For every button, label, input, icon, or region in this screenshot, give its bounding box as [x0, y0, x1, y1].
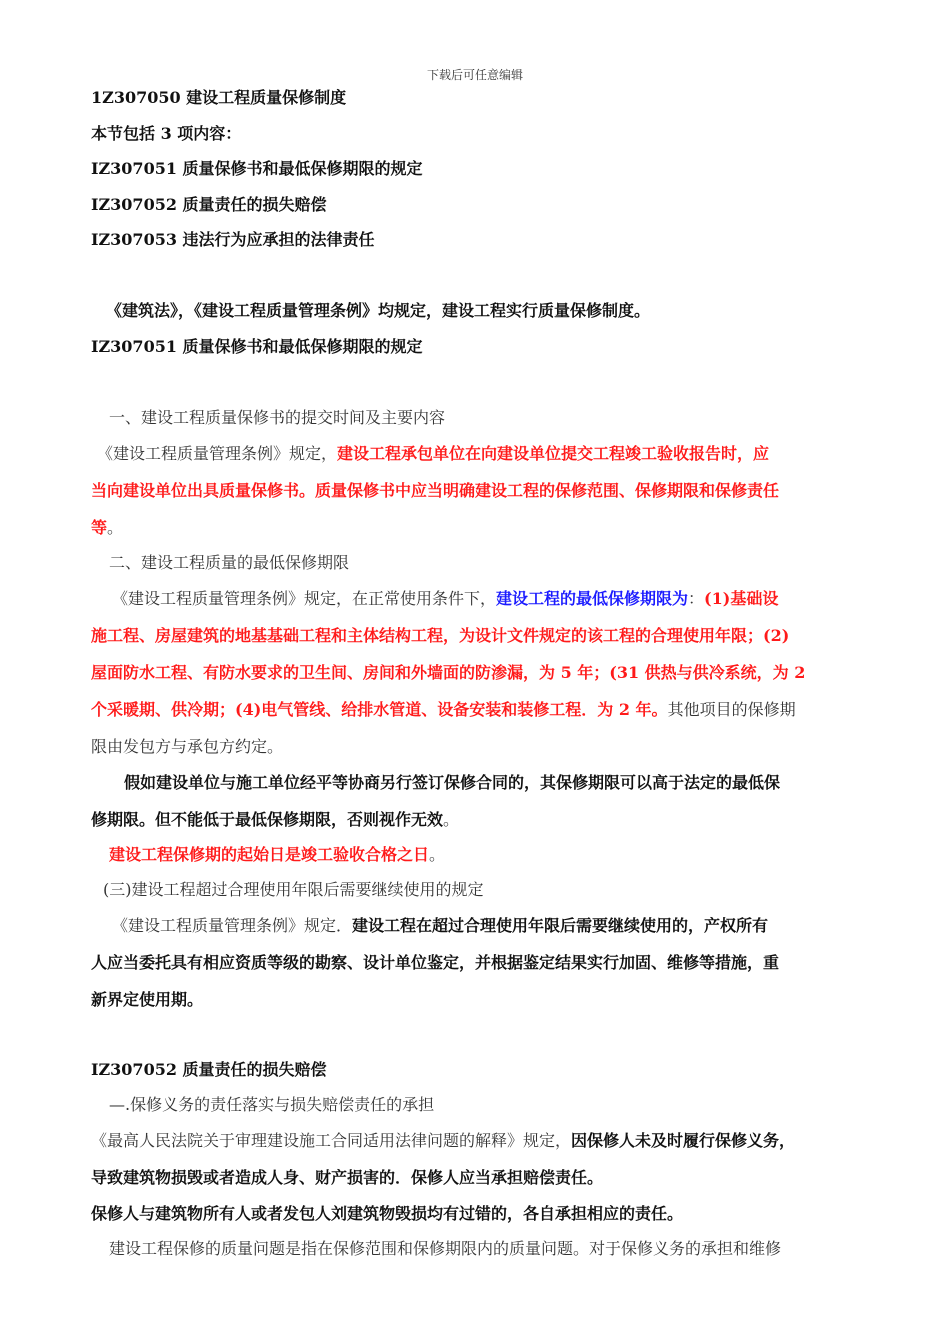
- highlight-red: 建设工程承包单位在向建设单位提交工程竣工验收报告时，应: [337, 444, 770, 463]
- paragraph-line: [91, 518, 123, 538]
- highlight-red: 等: [91, 518, 108, 537]
- text-span: 《建设工程质量管理条例》规定，: [97, 444, 338, 463]
- paragraph-line: [109, 845, 445, 865]
- paragraph-line: [91, 810, 459, 830]
- section-title: 1Z307050 建设工程质量保修制度: [91, 88, 347, 107]
- highlight-blue: 建设工程的最低保修期限为: [496, 589, 689, 608]
- paragraph-line: 限由发包方与承包方约定。: [91, 737, 284, 756]
- text-span: 。: [443, 810, 460, 829]
- text-span: 其他项目的保修期: [667, 700, 796, 719]
- paragraph-line: 新界定使用期。: [91, 990, 204, 1009]
- highlight-red: 建设工程保修期的起始日是竣工验收合格之日: [109, 845, 430, 864]
- text-span: 。: [429, 845, 446, 864]
- paragraph-line: 导致建筑物损毁或者造成人身、财产损害的．保修人应当承担赔偿责任。: [91, 1168, 604, 1187]
- heading-part-3: (三)建设工程超过合理使用年限后需要继续使用的规定: [103, 880, 484, 899]
- paragraph-line: 当向建设单位出具质量保修书。质量保修书中应当明确建设工程的保修范围、保修期限和保修责任: [91, 481, 780, 500]
- heading-part-1: 一、建设工程质量保修书的提交时间及主要内容: [109, 408, 446, 427]
- page-header: 下载后可任意编辑: [426, 68, 523, 82]
- text-bold: 因保修人未及时履行保修义务，: [571, 1131, 796, 1150]
- subsection-title-1: IZ307051 质量保修书和最低保修期限的规定: [91, 337, 423, 356]
- text-bold: 修期限。但不能低于最低保修期限，否则视作无效: [91, 810, 444, 829]
- toc-item-1: IZ307051 质量保修书和最低保修期限的规定: [91, 159, 423, 178]
- paragraph-line: 保修人与建筑物所有人或者发包人刘建筑物毁损均有过错的，各自承担相应的责任。: [91, 1204, 684, 1223]
- paragraph-line: [91, 700, 796, 720]
- text-span: 《建设工程质量管理条例》规定．: [112, 916, 353, 935]
- toc-item-2: IZ307052 质量责任的损失赔偿: [91, 195, 327, 214]
- toc-item-3: IZ307053 违法行为应承担的法律责任: [91, 230, 375, 249]
- paragraph-line: 施工程、房屋建筑的地基基础工程和主体结构工程，为设计文件规定的该工程的合理使用年限；(2): [91, 626, 790, 645]
- paragraph-line: 屋面防水工程、有防水要求的卫生间、房间和外墙面的防渗漏，为 5 年；(31 供热与供冷系统，为 2: [91, 663, 806, 682]
- text-span: 《建设工程质量管理条例》规定，在正常使用条件下，: [112, 589, 497, 608]
- paragraph-line: 假如建设单位与施工单位经平等协商另行签订保修合同的，其保修期限可以高于法定的最低保: [124, 773, 781, 792]
- paragraph-line: [112, 916, 768, 936]
- text-span: 。: [107, 518, 124, 537]
- paragraph-line: [97, 444, 769, 464]
- highlight-red: (1)基础设: [704, 589, 779, 608]
- heading-part-4: —.保修义务的责任落实与损失赔偿责任的承担: [109, 1095, 435, 1114]
- heading-part-2: 二、建设工程质量的最低保修期限: [109, 553, 350, 572]
- text-span: ：: [688, 589, 705, 608]
- text-span: 《最高人民法院关于审理建设施工合同适用法律问题的解释》规定，: [91, 1131, 572, 1150]
- paragraph-line: 建设工程保修的质量问题是指在保修范围和保修期限内的质量问题。对于保修义务的承担和维修: [109, 1239, 782, 1258]
- text-bold: 建设工程在超过合理使用年限后需要继续使用的，产权所有: [352, 916, 769, 935]
- paragraph-law-basis: 《建筑法》，《建设工程质量管理条例》均规定，建设工程实行质量保修制度。: [106, 301, 651, 320]
- highlight-red: 个采暖期、供冷期；(4)电气管线、给排水管道、设备安装和装修工程．为 2 年。: [91, 700, 668, 719]
- section-intro: 本节包括 3 项内容：: [91, 124, 242, 143]
- subsection-title-2: IZ307052 质量责任的损失赔偿: [91, 1060, 327, 1079]
- paragraph-line: 人应当委托具有相应资质等级的勘察、设计单位鉴定，并根据鉴定结果实行加固、维修等措施，重: [91, 953, 780, 972]
- paragraph-line: [91, 1131, 795, 1151]
- paragraph-line: [112, 589, 778, 609]
